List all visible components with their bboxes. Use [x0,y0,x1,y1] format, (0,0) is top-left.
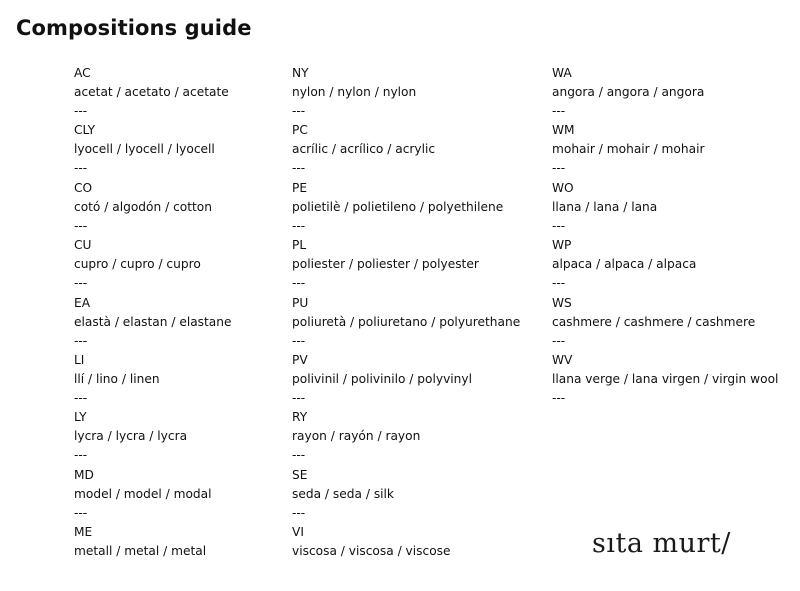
composition-entry [292,523,520,580]
composition-entry [292,236,520,293]
fiber-code: PU [292,295,309,310]
composition-entry [292,179,520,236]
entry-separator: --- [74,276,88,291]
fiber-code: WA [552,66,572,80]
fiber-code: PC [292,123,308,138]
fiber-code: PE [292,180,308,195]
fiber-code: LI [74,352,85,367]
fiber-names: angora / angora / angora [552,85,705,99]
fiber-names: cotó / algodón / cotton [74,199,212,214]
fiber-code: EA [74,295,91,310]
entry-separator: --- [74,333,88,348]
fiber-names: viscosa / viscosa / viscose [292,544,451,559]
composition-entry [552,121,778,178]
entry-separator: --- [292,276,306,291]
entry-separator: --- [552,218,566,233]
composition-entry [552,64,778,121]
composition-entry [74,466,232,523]
fiber-code: SE [292,467,308,482]
fiber-names: metall / metal / metal [74,544,207,559]
entry-separator: --- [74,218,88,233]
composition-column-2 [292,64,520,581]
fiber-names: mohair / mohair / mohair [552,142,705,157]
composition-entry [552,294,778,351]
entry-separator: --- [292,390,306,405]
composition-entry [74,179,232,236]
composition-entry [74,294,232,351]
composition-entry [74,351,232,408]
fiber-names: acrílic / acrílico / acrylic [292,142,436,157]
fiber-code: ME [74,525,93,540]
fiber-code: RY [292,410,308,425]
fiber-code: WV [552,352,573,367]
entry-separator: --- [552,161,566,176]
composition-entry [74,64,232,121]
fiber-code: CO [74,180,93,195]
entry-separator: --- [74,390,88,405]
fiber-names: model / model / modal [74,486,212,501]
entry-separator: --- [74,505,88,520]
entry-separator: --- [552,390,566,405]
composition-entry [292,121,520,178]
fiber-names: polivinil / polivinilo / polyvinyl [292,371,472,386]
fiber-code: CU [74,238,92,253]
composition-entry [552,236,778,293]
fiber-names: polietilè / polietileno / polyethilene [292,199,504,214]
composition-entry [292,408,520,465]
brand-logo: sıta murt/ [592,528,731,559]
entry-separator: --- [292,104,306,118]
fiber-code: PL [292,238,307,253]
entry-separator: --- [292,505,306,520]
fiber-names: llí / lino / linen [74,371,160,386]
fiber-names: poliuretà / poliuretano / polyurethane [292,314,521,329]
composition-entry [74,523,232,580]
composition-entry [74,236,232,293]
fiber-code: PV [292,352,308,367]
fiber-code: NY [292,66,309,80]
fiber-names: rayon / rayón / rayon [292,429,421,444]
entry-separator: --- [74,161,88,176]
fiber-names: cashmere / cashmere / cashmere [552,314,756,329]
composition-entry [292,64,520,121]
fiber-names: acetat / acetato / acetate [74,85,229,99]
composition-entry [74,121,232,178]
fiber-names: nylon / nylon / nylon [292,85,417,99]
entry-separator: --- [552,276,566,291]
composition-entry [292,294,520,351]
composition-entry [292,466,520,523]
entry-separator: --- [292,161,306,176]
fiber-code: CLY [74,123,96,138]
fiber-code: WS [552,295,572,310]
entry-separator: --- [552,333,566,348]
fiber-names: cupro / cupro / cupro [74,257,201,272]
composition-column-3 [552,64,778,408]
fiber-names: poliester / poliester / polyester [292,257,479,272]
fiber-names: alpaca / alpaca / alpaca [552,257,697,272]
fiber-code: VI [292,525,304,540]
composition-entry [74,408,232,465]
composition-entry [552,351,778,408]
composition-column-1 [74,64,232,581]
fiber-code: WP [552,238,572,253]
fiber-code: AC [74,66,91,80]
entry-separator: --- [292,333,306,348]
fiber-code: MD [74,467,94,482]
fiber-names: llana / lana / lana [552,199,658,214]
composition-entry [292,351,520,408]
entry-separator: --- [552,104,566,118]
fiber-names: lycra / lycra / lycra [74,429,188,444]
fiber-code: WM [552,123,575,138]
fiber-names: seda / seda / silk [292,486,394,501]
fiber-names: elastà / elastan / elastane [74,314,232,329]
fiber-code: WO [552,180,574,195]
entry-separator: --- [74,104,88,118]
entry-separator: --- [292,448,306,463]
entry-separator: --- [74,448,88,463]
entry-separator: --- [292,218,306,233]
composition-entry [552,179,778,236]
fiber-names: llana verge / lana virgen / virgin wool [552,371,779,386]
fiber-code: LY [74,410,87,425]
fiber-names: lyocell / lyocell / lyocell [74,142,215,157]
page-title: Compositions guide [16,16,252,40]
